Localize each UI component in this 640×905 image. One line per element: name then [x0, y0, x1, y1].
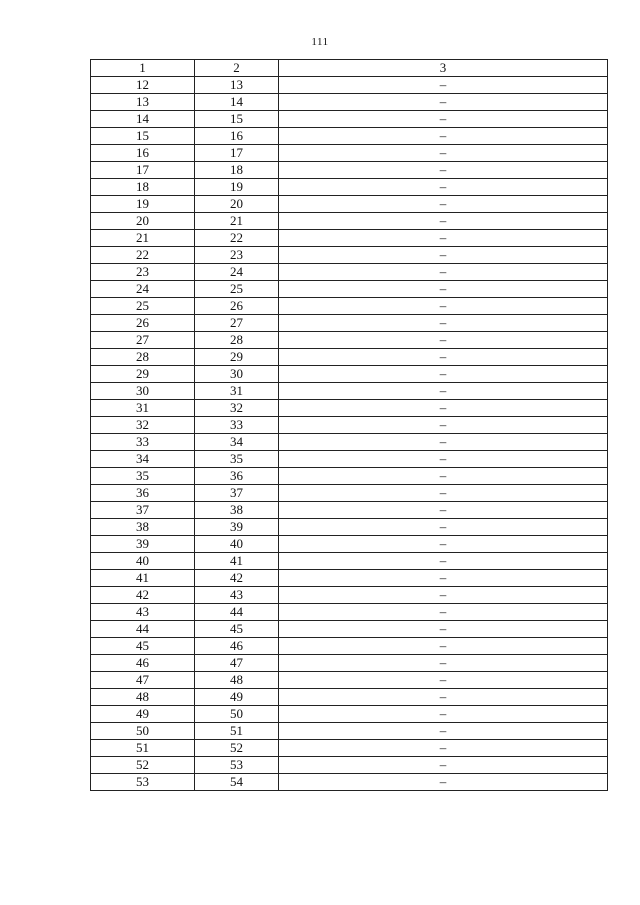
- table-cell-col-2: 39: [195, 519, 279, 536]
- table-cell-col-2: 33: [195, 417, 279, 434]
- table-cell-col-1: 13: [91, 94, 195, 111]
- table-cell-col-1: 40: [91, 553, 195, 570]
- table-cell-col-3: –: [279, 689, 608, 706]
- table-cell-col-1: 45: [91, 638, 195, 655]
- table-cell-col-2: 26: [195, 298, 279, 315]
- table-cell-col-3: –: [279, 587, 608, 604]
- table-cell-col-2: 21: [195, 213, 279, 230]
- table-cell-col-2: 31: [195, 383, 279, 400]
- table-cell-col-3: –: [279, 162, 608, 179]
- table-cell-col-3: –: [279, 417, 608, 434]
- table-cell-col-1: 50: [91, 723, 195, 740]
- table-row: [91, 213, 608, 230]
- column-header-3: 3: [279, 60, 608, 77]
- table-row: [91, 587, 608, 604]
- table-row: [91, 417, 608, 434]
- table-cell-col-3: –: [279, 128, 608, 145]
- table-cell-col-2: 38: [195, 502, 279, 519]
- table-cell-col-2: 42: [195, 570, 279, 587]
- table-cell-col-1: 34: [91, 451, 195, 468]
- table-cell-col-3: –: [279, 298, 608, 315]
- table-cell-col-2: 36: [195, 468, 279, 485]
- table-cell-col-2: 17: [195, 145, 279, 162]
- table-row: [91, 128, 608, 145]
- table-row: [91, 519, 608, 536]
- table-cell-col-3: –: [279, 383, 608, 400]
- table-row: [91, 264, 608, 281]
- table-cell-col-1: 27: [91, 332, 195, 349]
- table-cell-col-1: 37: [91, 502, 195, 519]
- table-cell-col-1: 28: [91, 349, 195, 366]
- table-cell-col-2: 19: [195, 179, 279, 196]
- table-cell-col-3: –: [279, 740, 608, 757]
- table-cell-col-1: 15: [91, 128, 195, 145]
- table-cell-col-3: –: [279, 638, 608, 655]
- table-cell-col-2: 50: [195, 706, 279, 723]
- table-cell-col-2: 27: [195, 315, 279, 332]
- table-row: [91, 502, 608, 519]
- table-cell-col-3: –: [279, 179, 608, 196]
- table-cell-col-3: –: [279, 247, 608, 264]
- table-row: [91, 298, 608, 315]
- table-row: [91, 553, 608, 570]
- table-cell-col-2: 18: [195, 162, 279, 179]
- table-row: [91, 570, 608, 587]
- table-cell-col-2: 34: [195, 434, 279, 451]
- table-cell-col-3: –: [279, 468, 608, 485]
- table-cell-col-2: 40: [195, 536, 279, 553]
- table-cell-col-1: 39: [91, 536, 195, 553]
- table-row: [91, 400, 608, 417]
- table-cell-col-2: 47: [195, 655, 279, 672]
- table-row: [91, 162, 608, 179]
- table-cell-col-3: –: [279, 349, 608, 366]
- table-row: [91, 723, 608, 740]
- table-row: [91, 332, 608, 349]
- table-row: [91, 604, 608, 621]
- table-cell-col-1: 44: [91, 621, 195, 638]
- table-cell-col-1: 14: [91, 111, 195, 128]
- table-cell-col-1: 47: [91, 672, 195, 689]
- table-cell-col-2: 49: [195, 689, 279, 706]
- table-cell-col-3: –: [279, 672, 608, 689]
- table-cell-col-1: 17: [91, 162, 195, 179]
- table-cell-col-2: 37: [195, 485, 279, 502]
- table-row: [91, 638, 608, 655]
- table-row: [91, 451, 608, 468]
- table-cell-col-2: 22: [195, 230, 279, 247]
- table-cell-col-3: –: [279, 230, 608, 247]
- table-cell-col-2: 14: [195, 94, 279, 111]
- table-cell-col-3: –: [279, 502, 608, 519]
- table-cell-col-2: 30: [195, 366, 279, 383]
- table-row: [91, 383, 608, 400]
- table-cell-col-3: –: [279, 434, 608, 451]
- table-cell-col-1: 32: [91, 417, 195, 434]
- table-cell-col-2: 16: [195, 128, 279, 145]
- table-cell-col-1: 18: [91, 179, 195, 196]
- page-number: 111: [311, 36, 329, 48]
- table-cell-col-1: 52: [91, 757, 195, 774]
- table-row: [91, 77, 608, 94]
- table-cell-col-2: 41: [195, 553, 279, 570]
- table-row: [91, 434, 608, 451]
- table-row: [91, 281, 608, 298]
- table-cell-col-3: –: [279, 213, 608, 230]
- table-cell-col-1: 33: [91, 434, 195, 451]
- table-cell-col-1: 25: [91, 298, 195, 315]
- table-cell-col-3: –: [279, 485, 608, 502]
- table-row: [91, 366, 608, 383]
- column-header-2: 2: [195, 60, 279, 77]
- table-cell-col-1: 38: [91, 519, 195, 536]
- header-row: [91, 60, 608, 77]
- table-cell-col-2: 45: [195, 621, 279, 638]
- table-row: [91, 468, 608, 485]
- table-cell-col-1: 31: [91, 400, 195, 417]
- table-cell-col-1: 36: [91, 485, 195, 502]
- table-cell-col-2: 52: [195, 740, 279, 757]
- table-row: [91, 247, 608, 264]
- table-row: [91, 94, 608, 111]
- table-cell-col-2: 35: [195, 451, 279, 468]
- table-cell-col-3: –: [279, 196, 608, 213]
- table-row: [91, 111, 608, 128]
- table-row: [91, 655, 608, 672]
- table-cell-col-3: –: [279, 366, 608, 383]
- table-cell-col-3: –: [279, 553, 608, 570]
- table-cell-col-2: 54: [195, 774, 279, 791]
- table-row: [91, 349, 608, 366]
- table-cell-col-1: 42: [91, 587, 195, 604]
- table-row: [91, 145, 608, 162]
- table-cell-col-2: 46: [195, 638, 279, 655]
- table-cell-col-2: 20: [195, 196, 279, 213]
- table-row: [91, 485, 608, 502]
- data-table: [90, 59, 608, 791]
- table-cell-col-1: 26: [91, 315, 195, 332]
- table-row: [91, 672, 608, 689]
- table-cell-col-1: 49: [91, 706, 195, 723]
- table-row: [91, 706, 608, 723]
- table-cell-col-1: 12: [91, 77, 195, 94]
- table-cell-col-1: 23: [91, 264, 195, 281]
- table-cell-col-3: –: [279, 332, 608, 349]
- table-cell-col-1: 51: [91, 740, 195, 757]
- table-cell-col-2: 15: [195, 111, 279, 128]
- table-cell-col-3: –: [279, 281, 608, 298]
- table-row: [91, 536, 608, 553]
- table-cell-col-3: –: [279, 774, 608, 791]
- table-cell-col-3: –: [279, 655, 608, 672]
- table-cell-col-3: –: [279, 451, 608, 468]
- table-row: [91, 774, 608, 791]
- table-row: [91, 315, 608, 332]
- table-cell-col-3: –: [279, 264, 608, 281]
- table-cell-col-3: –: [279, 604, 608, 621]
- table-cell-col-1: 16: [91, 145, 195, 162]
- table-cell-col-3: –: [279, 706, 608, 723]
- table-cell-col-3: –: [279, 145, 608, 162]
- table-row: [91, 230, 608, 247]
- table-cell-col-1: 43: [91, 604, 195, 621]
- table-row: [91, 757, 608, 774]
- table-cell-col-2: 28: [195, 332, 279, 349]
- table-cell-col-2: 53: [195, 757, 279, 774]
- table-cell-col-3: –: [279, 536, 608, 553]
- table-cell-col-1: 24: [91, 281, 195, 298]
- table-cell-col-1: 22: [91, 247, 195, 264]
- table-cell-col-2: 51: [195, 723, 279, 740]
- table-cell-col-2: 23: [195, 247, 279, 264]
- table-cell-col-1: 21: [91, 230, 195, 247]
- table-cell-col-2: 24: [195, 264, 279, 281]
- table-row: [91, 689, 608, 706]
- table-cell-col-3: –: [279, 94, 608, 111]
- table-cell-col-3: –: [279, 621, 608, 638]
- table-header: [91, 60, 608, 77]
- table-cell-col-3: –: [279, 111, 608, 128]
- table-cell-col-1: 35: [91, 468, 195, 485]
- table-cell-col-1: 41: [91, 570, 195, 587]
- table-cell-col-2: 29: [195, 349, 279, 366]
- table-cell-col-2: 13: [195, 77, 279, 94]
- table-cell-col-2: 44: [195, 604, 279, 621]
- table-cell-col-1: 48: [91, 689, 195, 706]
- table-cell-col-2: 43: [195, 587, 279, 604]
- table-cell-col-3: –: [279, 723, 608, 740]
- table-cell-col-1: 46: [91, 655, 195, 672]
- table-cell-col-3: –: [279, 315, 608, 332]
- table-cell-col-3: –: [279, 400, 608, 417]
- table-cell-col-3: –: [279, 570, 608, 587]
- table-cell-col-1: 20: [91, 213, 195, 230]
- table-cell-col-2: 25: [195, 281, 279, 298]
- table-row: [91, 196, 608, 213]
- table-cell-col-1: 30: [91, 383, 195, 400]
- column-header-1: 1: [91, 60, 195, 77]
- table-cell-col-2: 48: [195, 672, 279, 689]
- table-cell-col-3: –: [279, 519, 608, 536]
- table-row: [91, 740, 608, 757]
- table-row: [91, 621, 608, 638]
- table-cell-col-3: –: [279, 757, 608, 774]
- table-cell-col-3: –: [279, 77, 608, 94]
- table-row: [91, 179, 608, 196]
- table-cell-col-1: 19: [91, 196, 195, 213]
- table-cell-col-1: 53: [91, 774, 195, 791]
- table-cell-col-2: 32: [195, 400, 279, 417]
- table-body: [91, 77, 608, 791]
- table-cell-col-1: 29: [91, 366, 195, 383]
